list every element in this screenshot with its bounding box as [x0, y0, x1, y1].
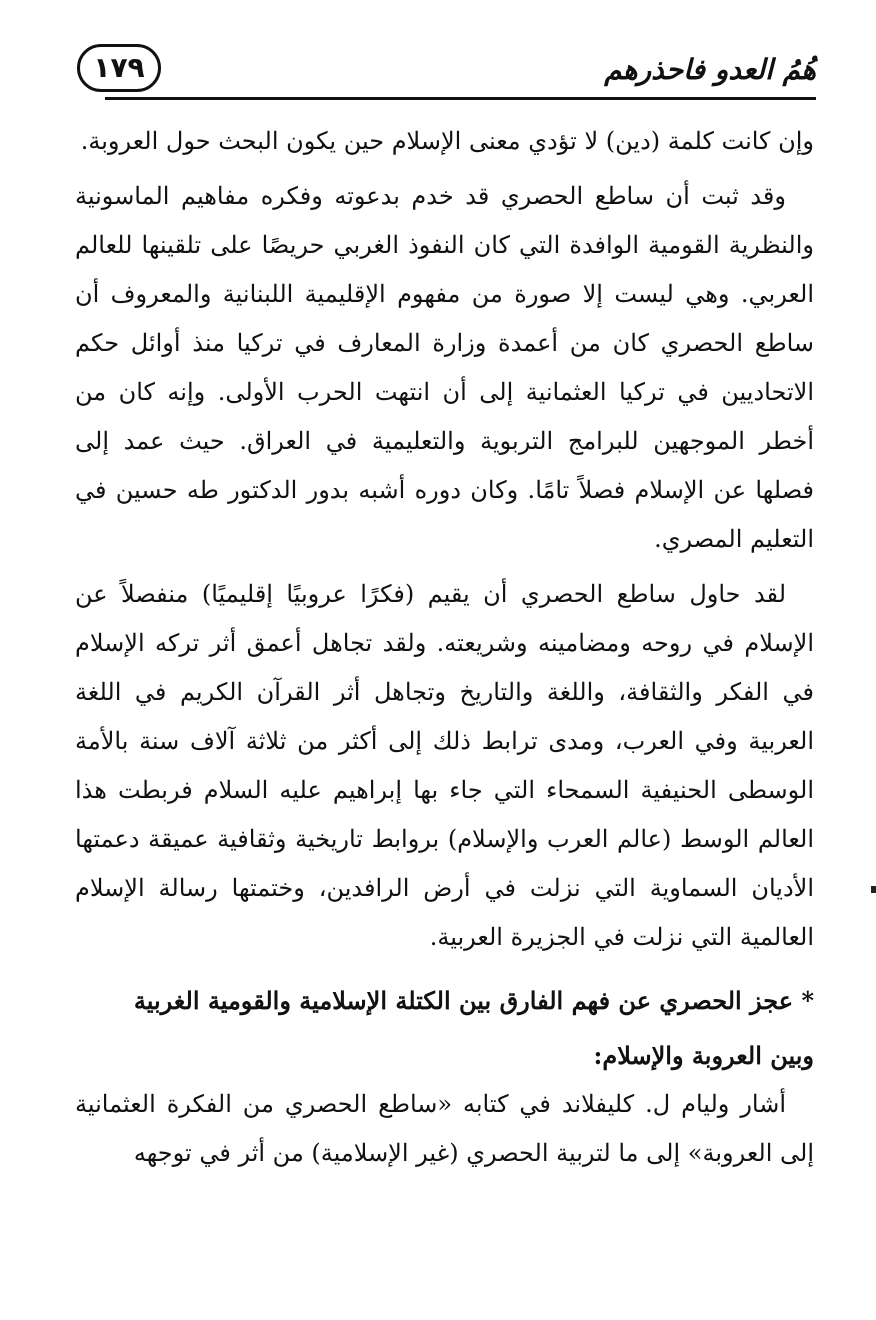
header-rule — [105, 97, 816, 100]
page-number-badge — [77, 44, 161, 92]
page-number: ١٧٩ — [93, 51, 145, 84]
running-title: هُمُ العدو فاحذرهم — [604, 53, 816, 86]
paragraph-4: أشار وليام ل. كليفلاند في كتابه «ساطع الحصري من الفكرة العثمانية إلى العروبة» إلى ما لتربية الحصري (غير الإسلامية) من أثر في توجهه — [75, 1090, 814, 1167]
paragraph-3: لقد حاول ساطع الحصري أن يقيم (فكرًا عروبيًا إقليميًا) منفصلاً عن الإسلام في روحه ومضامينه وشريعته. ولقد تجاهل أعمق أثر تركه الإسلام في الفكر والثقافة، واللغة والتاريخ وتجاهل أثر القرآن الكريم في اللغة العربية وفي العرب، ومدى ترابط ذلك إلى أكثر من ثلاثة آلاف سنة بالأمة الوسطى الحنيفية السمحاء التي جاء بها إبراهيم عليه السلام فربطت هذا العالم الوسط (عالم العرب والإسلام) بروابط تاريخية وثقافية عميقة دعمتها الأديان السماوية التي نزلت في أرض الرافدين، وختمتها رسالة الإسلام العالمية التي نزلت في الجزيرة العربية. — [75, 580, 814, 951]
body-text — [75, 117, 814, 1178]
page-header — [75, 44, 816, 104]
margin-mark — [871, 886, 876, 893]
section-heading-line-1: * عجز الحصري عن فهم الفارق بين الكتلة الإسلامية والقومية الغربية — [133, 986, 814, 1015]
paragraph-1: وإن كانت كلمة (دين) لا تؤدي معنى الإسلام حين يكون البحث حول العروبة. — [80, 127, 814, 155]
section-heading-line-2: وبين العروبة والإسلام: — [593, 1041, 814, 1070]
paragraph-2: وقد ثبت أن ساطع الحصري قد خدم بدعوته وفكره مفاهيم الماسونية والنظرية القومية الوافدة التي كان النفوذ الغربي حريصًا على تلقينها للعالم العربي. وهي ليست إلا صورة من مفهوم الإقليمية اللبنانية والمعروف أن ساطع الحصري كان من أعمدة وزارة المعارف في تركيا منذ أوائل حكم الاتحاديين في تركيا العثمانية إلى أن انتهت الحرب الأولى. وإنه كان من أخطر الموجهين للبرامج التربوية والتعليمية في العراق. حيث عمد إلى فصلها عن الإسلام فصلاً تامًا. وكان دوره أشبه بدور الدكتور طه حسين في التعليم المصري. — [75, 182, 815, 553]
